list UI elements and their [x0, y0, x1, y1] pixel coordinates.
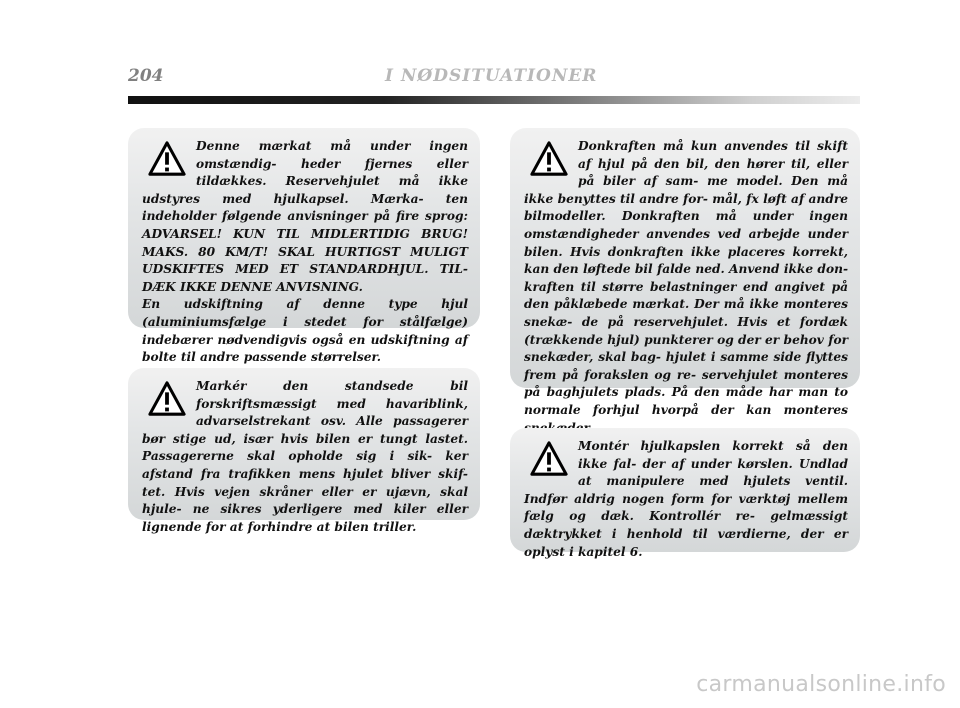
warning-triangle-icon	[530, 440, 568, 478]
warning-box-jack	[510, 128, 860, 417]
section-title: I NØDSITUATIONER	[385, 66, 598, 86]
warning-text: En udskiftning af denne type hjul (aluminiumsfælge i stedet for stålfælge) indebærer nødvendigvis også en udskiftning af bolte til andre passende størrelser.	[142, 297, 468, 365]
warning-box-hubcap	[510, 428, 860, 559]
warning-box-sticker	[128, 128, 480, 365]
warning-text: Denne mærkat må under ingen omstændig- heder fjernes eller tildækkes. Reservehjulet må ikke udstyres med hjulkapsel. Mærka- ten indeholder følgende anvisninger på fire sprog: ADVARSEL! KUN TIL MIDLERTIDIG BRUG! MAKS. 80 KM/T! SKAL HURTIGST MULIGT UDSKIFTES MED ET STANDARDHJUL. TIL- DÆK IKKE DENNE ANVISNING.	[142, 139, 468, 294]
warning-text: Montér hjulkapslen korrekt så den ikke fal- der af under kørslen. Undlad at manipulere med hjulets ventil. Indfør aldrig nogen form for værktøj mellem fælg og dæk. Kontrollér re- gelmæssigt dæktrykket i henhold til værdierne, der er oplyst i kapitel 6.	[524, 439, 848, 559]
header-rule	[128, 96, 860, 104]
page-number: 204	[128, 66, 164, 86]
warning-text: Donkraften må kun anvendes til skift af hjul på den bil, den hører til, eller på biler af sam- me model. Den må ikke benyttes til andre for- mål, fx løft af andre bilmodeller. Donkraften må under ingen omstændigheder anvendes ved arbejde under bilen. Hvis donkraften ikke placeres korrekt, kan den løftede bil falde ned. Anvend ikke don- kraften til større belastninger end angivet på den påklæbede mærkat. Der må ikke monteres snekæ- de på reservehjulet. Hvis et fordæk (trækkende hjul) punkterer og der er behov for snekæder, skal bag- hjulet i samme side flyttes frem på forakslen og re- servehjulet monteres på baghjulets plads. På den måde har man to normale forhjul hvorpå der kan monteres	[524, 139, 848, 417]
watermark: carmanualsonline.info	[696, 672, 946, 697]
warning-text: Markér den standsede bil forskriftsmæssigt med havariblink, advarselstrekant osv. Alle passagerer bør stige ud, især hvis bilen er tungt lastet. Passagererne skal opholde sig i sik- ker afstand fra trafikken mens hjulet bliver skif- tet. Hvis vejen skråner eller er ujævn, skal hjule- ne sikres yderligere med kiler eller lignende for at forhindre at bilen triller.	[142, 379, 468, 534]
warning-triangle-icon	[148, 140, 186, 178]
warning-triangle-icon	[530, 140, 568, 178]
warning-box-hazard	[128, 368, 480, 534]
warning-triangle-icon	[148, 380, 186, 418]
